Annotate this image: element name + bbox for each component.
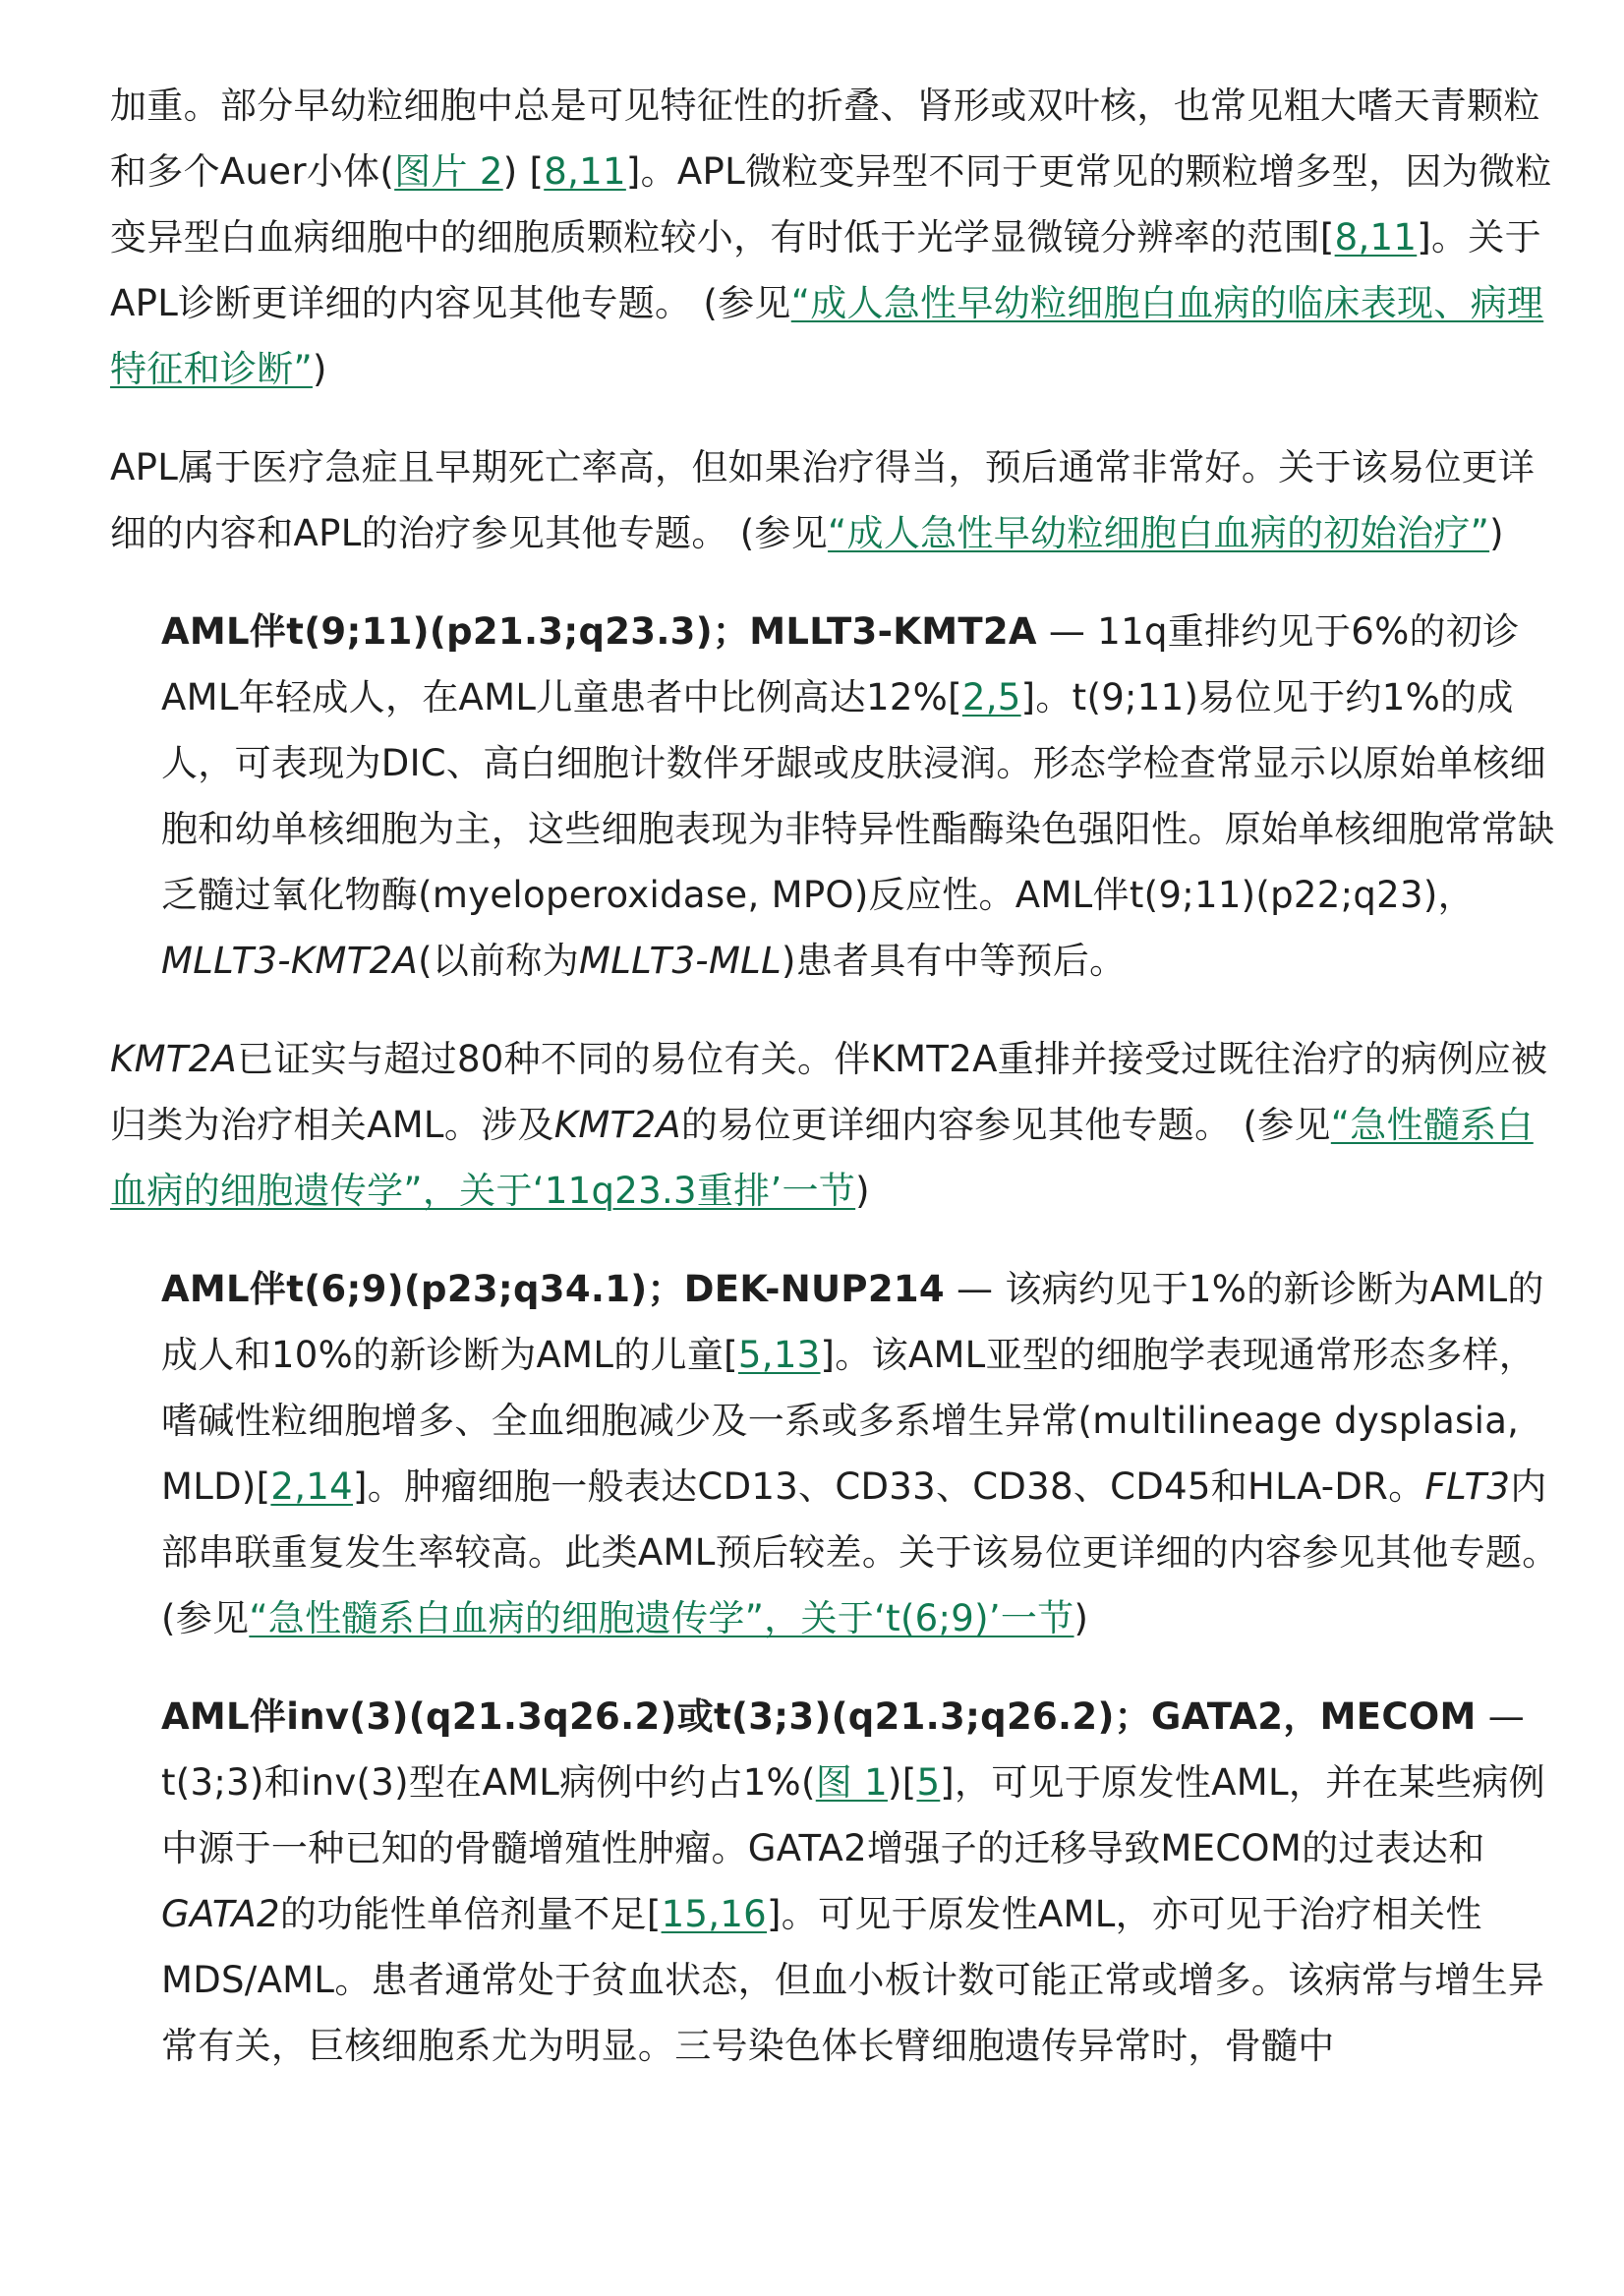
- topic-link[interactable]: “急性髓系白血病的细胞遗传学”，关于‘t(6;9)’一节: [249, 1597, 1074, 1639]
- gene-name: KMT2A: [110, 1038, 238, 1080]
- figure-link[interactable]: 图 1: [815, 1761, 888, 1804]
- paragraph-text: ]。t(9;11)易位见于约1%的成人，可表现为DIC、高白细胞计数伴牙龈或皮肤浸润。形态学检查常显示以原始单核细胞和幼单核细胞为主，这些细胞表现为非特异性酯酶染色强阳性。原始单核细胞常常缺乏髓过氧化物酶(myeloperoxidase, MPO)反应性。AML伴t(9;11)(p22;q23)，: [161, 676, 1555, 916]
- paragraph-text: ) [: [502, 150, 545, 193]
- paragraph-aml-t9-11: [110, 599, 1565, 994]
- section-heading: AML伴inv(3)(q21.3q26.2)或t(3;3)(q21.3;q26.2)；GATA2，MECOM: [161, 1695, 1477, 1738]
- paragraph-text: — t(3;3)和inv(3)型在AML病例中约占1%(: [161, 1695, 1526, 1804]
- paragraph-text: ): [1489, 512, 1504, 554]
- section-heading: AML伴t(9;11)(p21.3;q23.3)；MLLT3-KMT2A: [161, 610, 1037, 653]
- paragraph-text: 内部串联重复发生率较高。此类AML预后较差。关于该易位更详细的内容参见其他专题。 (参见: [161, 1465, 1559, 1639]
- paragraph-text: ]。该AML亚型的细胞学表现通常形态多样，嗜碱性粒细胞增多、全血细胞减少及一系或多系增生异常(multilineage dysplasia, MLD)[: [161, 1334, 1537, 1508]
- paragraph-text: ]。可见于原发性AML，亦可见于治疗相关性MDS/AML。患者通常处于贫血状态，但血小板计数可能正常或增多。该病常与增生异常有关，巨核细胞系尤为明显。三号染色体长臂细胞遗传异常时，骨髓中: [161, 1893, 1545, 2067]
- topic-link[interactable]: “急性髓系白血病的细胞遗传学”，关于‘11q23.3重排’一节: [110, 1104, 1534, 1212]
- reference-link[interactable]: 2,5: [961, 676, 1021, 718]
- gene-name: MLLT3-KMT2A: [161, 940, 419, 982]
- gene-name: MLLT3-MLL: [579, 940, 782, 982]
- paragraph-text: ): [855, 1170, 870, 1212]
- paragraph-text: (以前称为: [418, 940, 580, 982]
- gene-name: GATA2: [161, 1893, 280, 1935]
- topic-link[interactable]: “成人急性早幼粒细胞白血病的初始治疗”: [828, 512, 1490, 554]
- paragraph-kmt2a: [110, 1026, 1565, 1224]
- paragraph-text: — 11q重排约见于6%的初诊AML年轻成人，在AML儿童患者中比例高达12%[: [161, 610, 1520, 718]
- reference-link[interactable]: 2,14: [270, 1465, 353, 1508]
- figure-link[interactable]: 图片 2: [394, 150, 503, 193]
- gene-name: KMT2A: [553, 1104, 681, 1146]
- paragraph-text: ]。关于APL诊断更详细的内容见其他专题。 (参见: [110, 216, 1541, 324]
- paragraph-text: APL属于医疗急症且早期死亡率高，但如果治疗得当，预后通常非常好。关于该易位更详细的内容和APL的治疗参见其他专题。 (参见: [110, 446, 1536, 554]
- reference-link[interactable]: 5: [916, 1761, 941, 1804]
- paragraph-aml-t6-9: [110, 1256, 1565, 1651]
- paragraph-text: 加重。部分早幼粒细胞中总是可见特征性的折叠、肾形或双叶核，也常见粗大嗜天青颗粒和多个Auer小体(: [110, 85, 1540, 193]
- paragraph-text: ]，可见于原发性AML，并在某些病例中源于一种已知的骨髓增殖性肿瘤。GATA2增强子的迁移导致MECOM的过表达和: [161, 1761, 1545, 1869]
- paragraph-text: — 该病约见于1%的新诊断为AML的成人和10%的新诊断为AML的儿童[: [161, 1268, 1544, 1376]
- paragraph-text: )患者具有中等预后。: [782, 940, 1127, 982]
- paragraph-text: ]。肿瘤细胞一般表达CD13、CD33、CD38、CD45和HLA-DR。: [353, 1465, 1425, 1508]
- reference-link[interactable]: 8,11: [544, 150, 626, 193]
- paragraph-text: ]。APL微粒变异型不同于更常见的颗粒增多型，因为微粒变异型白血病细胞中的细胞质颗粒较小，有时低于光学显微镜分辨率的范围[: [110, 150, 1552, 258]
- paragraph-text: )[: [887, 1761, 917, 1804]
- paragraph-apl-prognosis: [110, 434, 1565, 566]
- reference-link[interactable]: 5,13: [737, 1334, 821, 1376]
- paragraph-text: 的易位更详细内容参见其他专题。 (参见: [680, 1104, 1331, 1146]
- paragraph-aml-inv3: [110, 1684, 1565, 2079]
- paragraph-text: ): [1073, 1597, 1089, 1639]
- reference-link[interactable]: 8,11: [1334, 216, 1418, 258]
- paragraph-text: ): [312, 348, 327, 390]
- gene-name: FLT3: [1424, 1465, 1511, 1508]
- topic-link[interactable]: “成人急性早幼粒细胞白血病的临床表现、病理特征和诊断”: [110, 282, 1544, 390]
- paragraph-text: 的功能性单倍剂量不足[: [279, 1893, 662, 1935]
- article-body: [110, 73, 1565, 2111]
- paragraph-apl-morphology: [110, 73, 1565, 402]
- section-heading: AML伴t(6;9)(p23;q34.1)；DEK-NUP214: [161, 1268, 945, 1310]
- reference-link[interactable]: 15,16: [661, 1893, 768, 1935]
- paragraph-text: 已证实与超过80种不同的易位有关。伴KMT2A重排并接受过既往治疗的病例应被归类为治疗相关AML。涉及: [110, 1038, 1548, 1146]
